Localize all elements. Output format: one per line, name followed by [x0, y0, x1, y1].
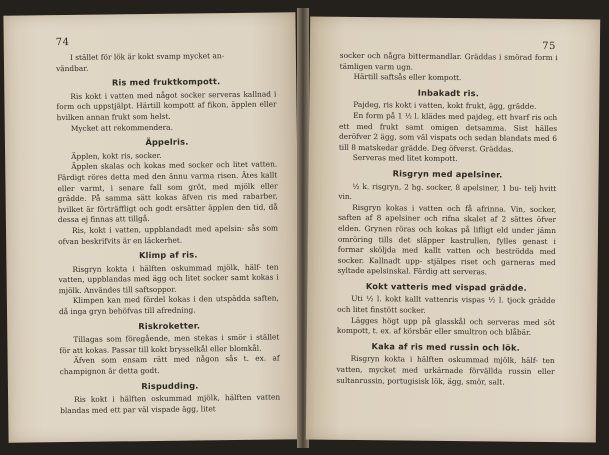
paragraph: Risgryn kokas i vatten och få afrinna. Vin, socker, saften af 8 apelsiner och rifna skalet af 2 sättes öfver elden. Grynen röras och kokas på lifligt eld under jämn omröring tills det släpper kastrullen, fylles genast i formar sköljda med kallt vatten och beströdda med socker. Kallnadt upp- stjälpes riset och garneras med syltade apelsinskal. Färdig att serveras.	[337, 202, 557, 277]
paragraph: Äpplen skalas och kokas med socker och litet vatten. Färdigt röres detta med den ännu varma risen. Ätes kallt eller varmt, i senare fall som gröt, med mjölk eller grädde. På samma sätt kokas äfven ris med rabarber, hvilket är förträffligt och godt ersätter äpplen den tid, då dessa ej finnas att tillgå.	[57, 159, 278, 225]
paragraph: Serveras med litet kompott.	[352, 153, 458, 164]
left-page-text	[56, 50, 280, 416]
paragraph: Ris kokt i vatten med något socker serveras kallnad i form och uppstjälpt. Härtill kompott af fikon, äpplen eller hvilken annan frukt som helst.	[56, 89, 277, 123]
recipe-heading: Riskroketter.	[138, 320, 201, 331]
recipe-heading: Klimp af ris.	[138, 249, 198, 261]
paragraph: I stället för lök är kokt svamp mycket an-	[69, 51, 225, 62]
right-page-text	[336, 51, 557, 388]
paragraph: Klimpen kan med fördel kokas i den utspädda saften, då inga gryn behöfvas till afredning.	[58, 293, 279, 317]
left-page	[3, 12, 300, 443]
paragraph: En form på 1 ½ l. klädes med pajdeg, ett hvarf ris och ett med frukt samt omigen detsamma. Sist hälles deröfver 2 ägg, som väl vispats och sedan blandats med 6 till 8 matskedar grädde. Deg öfverst. Gräddas.	[338, 110, 558, 154]
paragraph: Ris, kokt i vatten, uppblandadt med apelsin- sås som ofvan beskrifvits är en läckerhet.	[58, 223, 279, 246]
paragraph: Risgryn kokta i hälften oskummad mjölk, hälf- ten vatten, mycket med urkärnade förvällda russin eller sultanrussin, portugisisk lök, ägg, smör, salt.	[336, 354, 555, 387]
paragraph: Ris kokt i hälften oskummad mjölk, hälften vatten blandas med ett par väl vispade ägg, litet	[60, 392, 281, 415]
recipe-heading: Kokt vatteris med vispad grädde.	[365, 280, 527, 293]
recipe-heading: Inbakadt ris.	[417, 87, 480, 99]
right-page	[306, 16, 600, 442]
paragraph: Risgryn kokta i hälften oskummad mjölk, hälf- ten vatten, uppblandas med ägg och litet socker samt kokas i mjölk. Användes till saftsoppor.	[58, 262, 279, 296]
recipe-heading: Ris med fruktkompott.	[111, 76, 221, 88]
paragraph: vändbar.	[55, 63, 89, 73]
page-number-left: 74	[55, 36, 70, 49]
paragraph: Tillagas som föregående, men stekas i smör i stället för att kokas. Passar till kokt brysselkål eller blomkål.	[59, 332, 280, 355]
recipe-heading: Rispudding.	[141, 380, 199, 391]
paragraph: Pajdeg, ris kokt i vatten, kokt frukt, ägg, grädde.	[353, 100, 537, 112]
paragraph: Lägges högt upp på glasskål och serveras med söt kompott, t. ex. af körsbär eller smultron och blåbär.	[336, 315, 556, 338]
page-number-right: 75	[542, 40, 556, 53]
paragraph: Härtill saftsås eller kompott.	[353, 72, 462, 83]
paragraph: socker och några bittermandlar. Gräddas i smörad form i tämligen varm ugn.	[339, 50, 558, 72]
recipe-heading: Kaka af ris med russin och lök.	[371, 340, 521, 353]
paragraph: Uti ½ l. kokt kallt vattenris vispas ½ l. tjock grädde och litet finstött socker.	[337, 294, 556, 315]
recipe-heading: Äppelris.	[145, 136, 189, 148]
paragraph: Äfven som ensam rätt med någon sås t. ex. af champignon är detta godt.	[59, 353, 280, 377]
paragraph: Mycket att rekommendera.	[70, 122, 173, 133]
paragraph: Äpplen, kokt ris, socker.	[71, 150, 162, 161]
paragraph: ½ k. risgryn, 2 hg. socker, 8 apelsiner, 1 bu- telj hvitt vin.	[338, 181, 557, 202]
recipe-heading: Risgryn med apelsiner.	[392, 168, 503, 180]
